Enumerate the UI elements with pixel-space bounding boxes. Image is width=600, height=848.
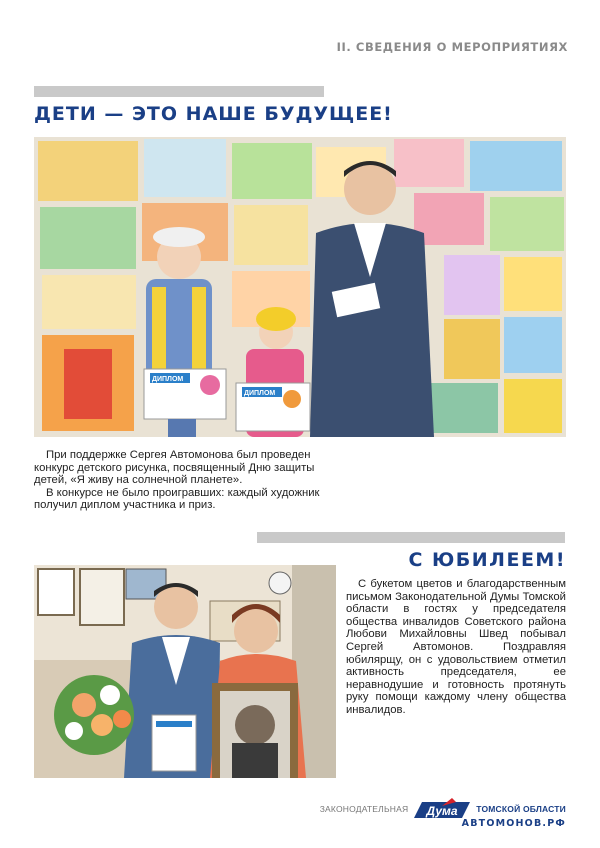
svg-text:Дума: Дума: [426, 804, 458, 818]
article-text-children: [34, 449, 344, 512]
duma-logo-icon: [412, 798, 472, 820]
article-paragraph-2: В конкурсе не было проигравших: каждый художник получил диплом участника и приз.: [34, 486, 320, 512]
article-paragraph-1: При поддержке Сергея Автомонова был проведен конкурс детского рисунка, посвященный Дню защиты детей, «Я живу на солнечной планете».: [34, 449, 315, 487]
section-header: II. СВЕДЕНИЯ О МЕРОПРИЯТИЯХ: [336, 40, 568, 54]
decorative-bar-top: [34, 86, 324, 97]
photo-jubilee: [34, 565, 336, 778]
diploma-label-1: ДИПЛОМ: [152, 376, 184, 383]
photo-children-drawings: [34, 137, 566, 437]
footer-logo: [320, 798, 566, 820]
article-title-jubilee: С ЮБИЛЕЕМ!: [408, 549, 566, 571]
footer-logo-right-text: ТОМСКОЙ ОБЛАСТИ: [476, 804, 566, 814]
diploma-label-2: ДИПЛОМ: [244, 390, 276, 397]
article-title-children: ДЕТИ — ЭТО НАШЕ БУДУЩЕЕ!: [34, 103, 393, 125]
article-text-jubilee: С букетом цветов и благодарственным письмом Законодательной Думы Томской области в гостях у председателя общества инвалидов Советского района Любови Михайловны Швед побывал Сергей Автомонов. Поздравляя юбилярщу, он с удовольствием отметил активность председателя, ее неравнодушие и готовность протянуть руку помощи каждому члену общества инвалидов.: [346, 578, 566, 716]
decorative-bar-middle: [257, 532, 565, 543]
footer-logo-left-text: ЗАКОНОДАТЕЛЬНАЯ: [319, 804, 409, 814]
footer-site[interactable]: АВТОМОНОВ.РФ: [461, 818, 566, 829]
